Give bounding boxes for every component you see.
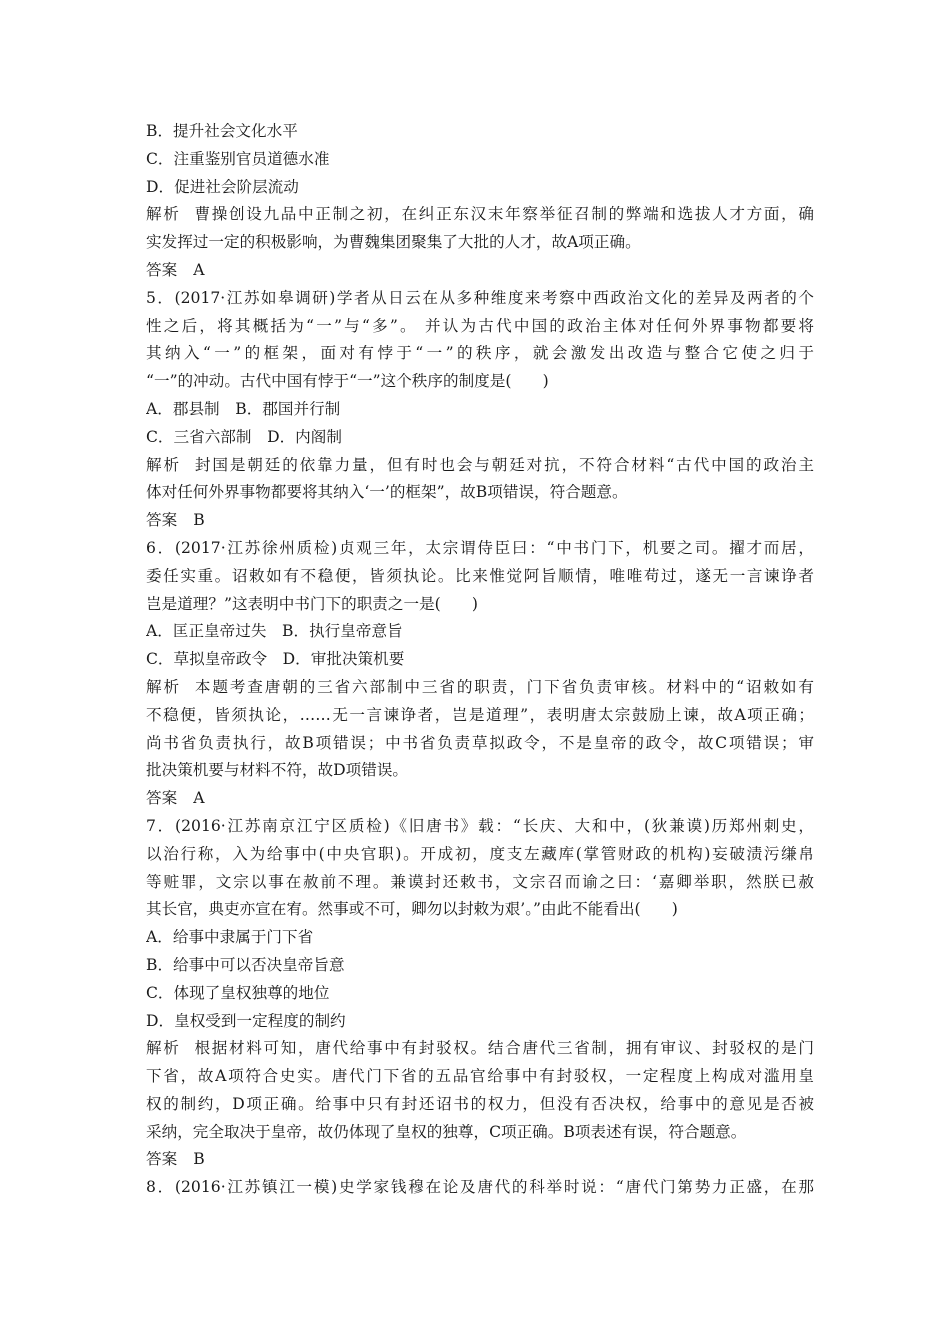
text-line xyxy=(146,313,814,341)
text-line xyxy=(146,980,814,1008)
text-line xyxy=(146,813,814,841)
line-text: B．提升社会文化水平 xyxy=(146,122,298,140)
line-text: A xyxy=(193,260,205,279)
line-text: 体对任何外界事物都要将其纳入‘一’的框架”，故B项错误，符合题意。 xyxy=(146,483,628,502)
line-text: 实发挥过一定的积极影响，为曹魏集团聚集了大批的人才，故A项正确。 xyxy=(146,233,641,252)
text-line xyxy=(146,368,814,396)
text-line xyxy=(146,730,814,758)
analysis-line xyxy=(146,201,814,229)
line-text: 采纳，完全取决于皇帝，故仍体现了皇权的独尊，C项正确。B项表述有误，符合题意。 xyxy=(146,1122,747,1141)
text-line xyxy=(146,535,814,563)
analysis-label: 解析 xyxy=(146,455,181,474)
text-line xyxy=(146,1119,814,1147)
line-text: 本题考查唐朝的三省六部制中三省的职责，门下省负责审核。材料中的“诏敕如有 xyxy=(194,677,814,696)
text-line xyxy=(146,952,814,980)
text-line xyxy=(146,146,814,174)
text-line xyxy=(146,479,814,507)
line-text: C．体现了皇权独尊的地位 xyxy=(146,983,330,1002)
text-line xyxy=(146,869,814,897)
line-text: C．三省六部制 D．内阁制 xyxy=(146,427,342,446)
text-line xyxy=(146,591,814,619)
line-text: 委任实重。诏敕如有不稳便，皆须执论。比来惟觉阿旨顺情，唯唯苟过，遂无一言谏诤者 xyxy=(146,566,814,585)
line-text: B．给事中可以否决皇帝旨意 xyxy=(146,955,345,974)
text-line xyxy=(146,396,814,424)
line-text: 7．(2016·江苏南京江宁区质检)《旧唐书》载：“长庆、大和中，(狄兼谟)历郑州刺史， xyxy=(146,816,814,835)
line-text: A．匡正皇帝过失 B．执行皇帝意旨 xyxy=(146,622,403,641)
line-text: 性之后，将其概括为“一”与“多”。 并认为古代中国的政治主体对任何外界事物都要将 xyxy=(146,316,814,335)
text-line xyxy=(146,841,814,869)
text-line xyxy=(146,340,814,368)
answer-label: 答案 xyxy=(146,511,178,530)
text-line xyxy=(146,896,814,924)
text-line xyxy=(146,424,814,452)
analysis-label: 解析 xyxy=(146,677,181,696)
line-text: 下省，故A项符合史实。唐代门下省的五品官给事中有封驳权，一定程度上构成对滥用皇 xyxy=(146,1067,814,1086)
line-text: D．促进社会阶层流动 xyxy=(146,177,299,196)
line-text: 根据材料可知，唐代给事中有封驳权。结合唐代三省制，拥有审议、封驳权的是门 xyxy=(194,1039,814,1058)
text-line xyxy=(146,1091,814,1119)
line-text: 等赃罪，文宗以事在赦前不理。兼谟封还敕书，文宗召而谕之曰：‘嘉卿举职，然朕已赦 xyxy=(146,872,814,891)
text-line xyxy=(146,757,814,785)
line-text: D．皇权受到一定程度的制约 xyxy=(146,1011,346,1030)
line-text: 不稳便，皆须执论，……无一言谏诤者，岂是道理”，表明唐太宗鼓励上谏，故A项正确； xyxy=(146,705,814,724)
text-line xyxy=(146,702,814,730)
text-line xyxy=(146,1063,814,1091)
line-text: A．郡县制 B．郡国并行制 xyxy=(146,399,341,418)
analysis-line xyxy=(146,452,814,480)
text-line xyxy=(146,646,814,674)
line-text: 8．(2016·江苏镇江一模)史学家钱穆在论及唐代的科举时说：“唐代门第势力正盛，在那 xyxy=(146,1178,814,1197)
line-text: 权的制约，D项正确。给事中只有封还诏书的权力，但没有否决权，给事中的意见是否被 xyxy=(146,1094,814,1113)
document-page xyxy=(146,118,814,1202)
line-text: 其纳入“一”的框架，面对有悖于“一”的秩序，就会激发出改造与整合它使之归于 xyxy=(146,344,814,363)
analysis-line xyxy=(146,1035,814,1063)
answer-label: 答案 xyxy=(146,1150,178,1169)
line-text: 曹操创设九品中正制之初，在纠正东汉末年察举征召制的弊端和选拔人才方面，确 xyxy=(194,205,814,224)
line-text: “一”的冲动。古代中国有悖于“一”这个秩序的制度是( ) xyxy=(146,372,549,391)
text-line xyxy=(146,563,814,591)
line-text: 批决策机要与材料不符，故D项错误。 xyxy=(146,761,409,780)
text-line xyxy=(146,1174,814,1202)
analysis-label: 解析 xyxy=(146,1039,181,1058)
line-text: B xyxy=(193,1150,205,1169)
line-text: 其长官，典吏亦宣在宥。然事或不可，卿勿以封敕为艰’。”由此不能看出( ) xyxy=(146,900,678,919)
answer-label: 答案 xyxy=(146,789,178,808)
line-text: 封国是朝廷的依靠力量，但有时也会与朝廷对抗，不符合材料“古代中国的政治主 xyxy=(194,455,814,474)
answer-line xyxy=(146,257,814,285)
analysis-label: 解析 xyxy=(146,205,181,224)
line-text: A xyxy=(193,789,205,808)
answer-label: 答案 xyxy=(146,260,178,279)
text-line xyxy=(146,285,814,313)
text-line xyxy=(146,229,814,257)
text-line xyxy=(146,924,814,952)
line-text: 5．(2017·江苏如皋调研)学者从日云在从多种维度来考察中西政治文化的差异及两者的个 xyxy=(146,288,814,307)
answer-line xyxy=(146,507,814,535)
text-line xyxy=(146,174,814,202)
line-text: C．注重鉴别官员道德水准 xyxy=(146,149,330,168)
line-text: 以治行称，入为给事中(中央官职)。开成初，度支左藏库(掌管财政的机构)妄破渍污缣帛 xyxy=(146,844,814,863)
line-text: 岂是道理？”这表明中书门下的职责之一是( ) xyxy=(146,594,479,613)
text-line xyxy=(146,1008,814,1036)
answer-line xyxy=(146,785,814,813)
line-text: 尚书省负责执行，故B项错误；中书省负责草拟政令，不是皇帝的政令，故C项错误；审 xyxy=(146,733,814,752)
line-text: 6．(2017·江苏徐州质检)贞观三年，太宗谓侍臣曰：“中书门下，机要之司。擢才而居， xyxy=(146,538,814,557)
text-line xyxy=(146,618,814,646)
answer-line xyxy=(146,1146,814,1174)
text-line xyxy=(146,118,814,146)
line-text: C．草拟皇帝政令 D．审批决策机要 xyxy=(146,650,405,669)
line-text: A．给事中隶属于门下省 xyxy=(146,928,314,947)
analysis-line xyxy=(146,674,814,702)
line-text: B xyxy=(193,511,205,530)
